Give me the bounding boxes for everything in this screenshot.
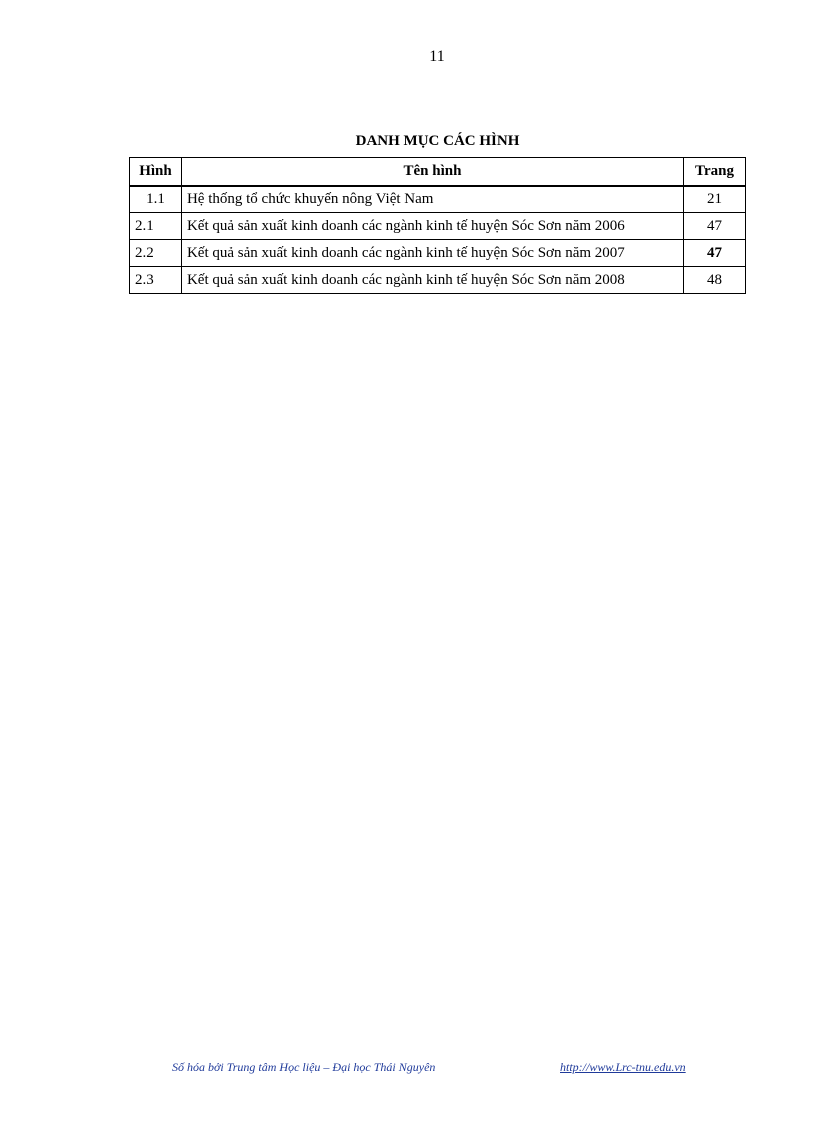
list-of-figures-title: DANH MỤC CÁC HÌNH bbox=[355, 133, 520, 149]
header-page: Trang bbox=[684, 158, 746, 186]
figure-number: 1.1 bbox=[130, 186, 182, 213]
table-row bbox=[130, 186, 746, 213]
header-figure-name: Tên hình bbox=[181, 158, 683, 186]
table-row bbox=[130, 267, 746, 294]
figure-page: 21 bbox=[684, 186, 746, 213]
figure-name: Kết quả sản xuất kinh doanh các ngành kinh tế huyện Sóc Sơn năm 2006 bbox=[181, 213, 683, 240]
figure-page: 47 bbox=[684, 213, 746, 240]
figure-number: 2.1 bbox=[130, 213, 182, 240]
figure-name: Kết quả sản xuất kinh doanh các ngành kinh tế huyện Sóc Sơn năm 2008 bbox=[181, 267, 683, 294]
footer-digitized-by: Số hóa bởi Trung tâm Học liệu – Đại học Thái Nguyên bbox=[172, 1060, 436, 1074]
figure-number: 2.2 bbox=[130, 240, 182, 267]
list-of-figures-table bbox=[129, 157, 746, 294]
header-figure-number: Hình bbox=[130, 158, 182, 186]
footer-website-link[interactable]: http://www.Lrc-tnu.edu.vn bbox=[560, 1060, 686, 1074]
figure-name: Kết quả sản xuất kinh doanh các ngành kinh tế huyện Sóc Sơn năm 2007 bbox=[181, 240, 683, 267]
figure-page: 47 bbox=[684, 240, 746, 267]
figure-page: 48 bbox=[684, 267, 746, 294]
figure-number: 2.3 bbox=[130, 267, 182, 294]
table-row bbox=[130, 213, 746, 240]
figure-name: Hệ thống tổ chức khuyến nông Việt Nam bbox=[181, 186, 683, 213]
page-number: 11 bbox=[429, 48, 445, 65]
table-header-row bbox=[130, 158, 746, 186]
table-row bbox=[130, 240, 746, 267]
